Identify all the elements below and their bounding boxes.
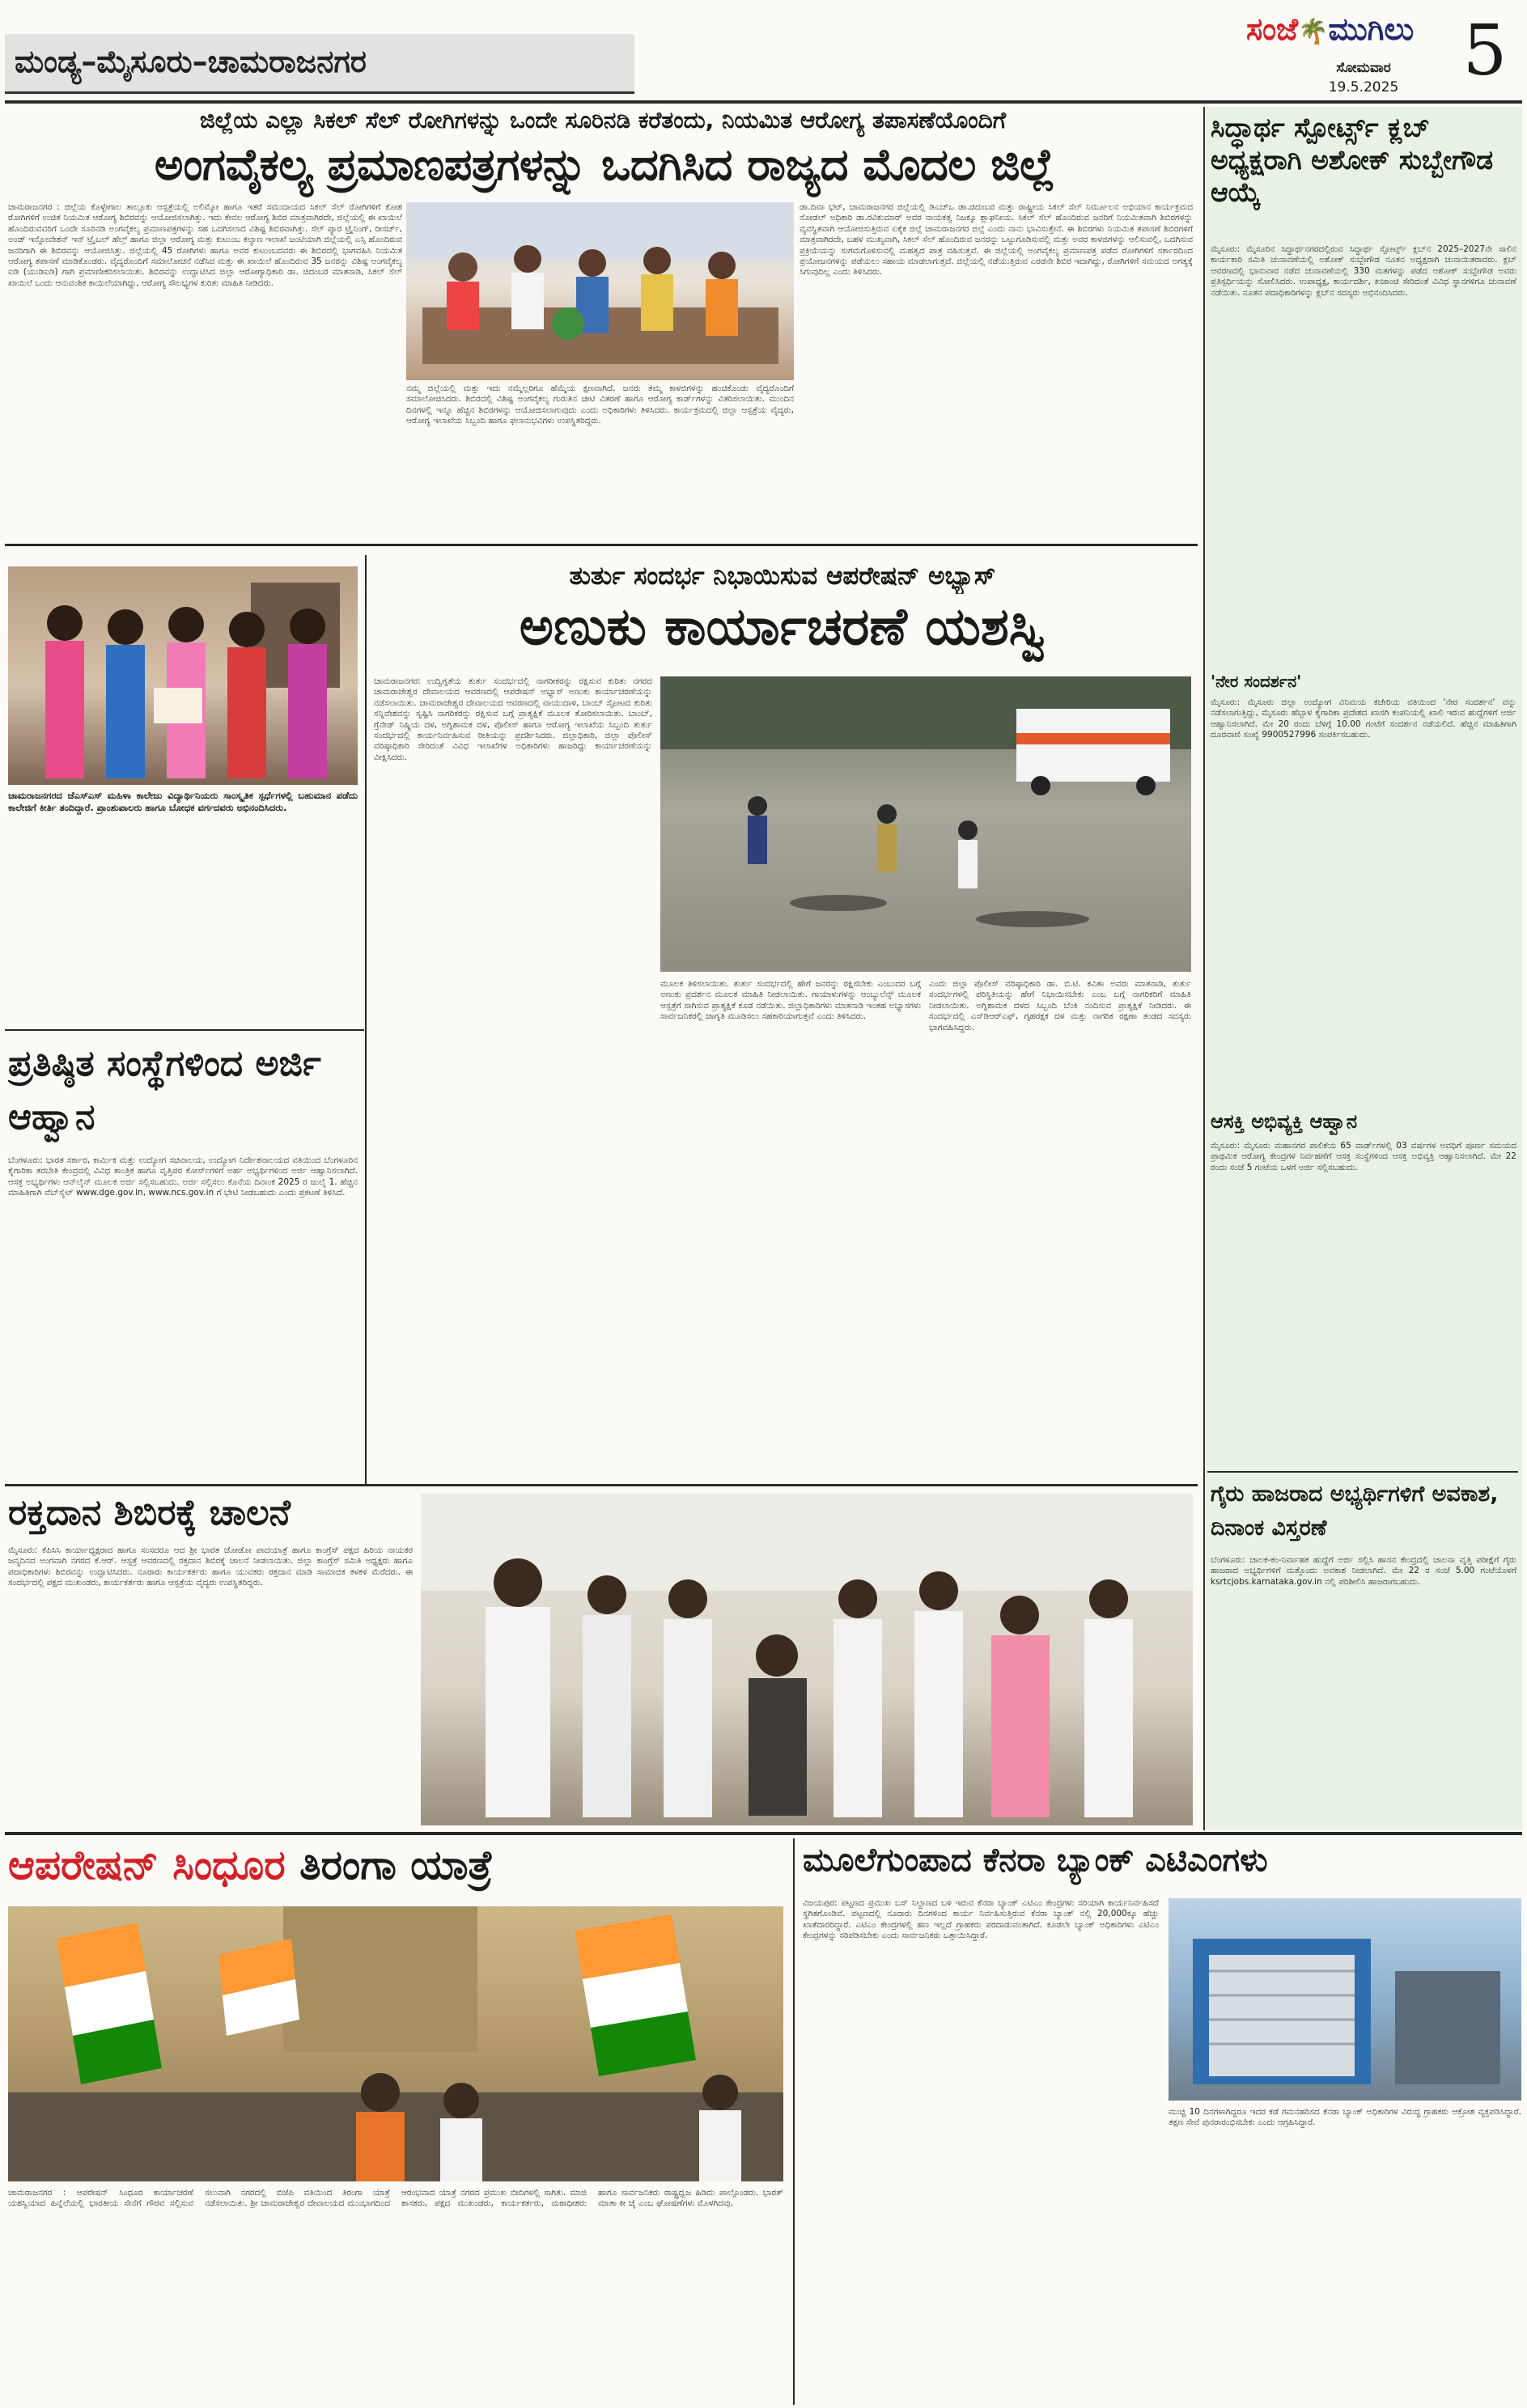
lead-col1: ಚಾಮರಾಜನಗರ : ಜಿಲ್ಲೆಯ ಕೊಳ್ಳೇಗಾಲ ತಾಲ್ಲೂಕು ಆಸ್ಪತ್ರೆಯಲ್ಲಿ ಅಲಿಮ್ಕೋ ಹಾಗೂ ಇತರೆ ಸಮುದಾಯದ ಸಿಕಲ್ ಸೆಲ್ ರೋಗಿಗಳಿಗೆ ಕೋಶ ರೋಗಿಗಳಿಗೆ ಉಚಿತ ನಿಯಮಿತ ಆರೋಗ್ಯ ಶಿಬಿರವನ್ನು ಆಯೋಜಿಸಲಾಗಿತ್ತು. ಇದು ಕೇವಲ ಆರೋಗ್ಯ ಶಿಬಿರ ಮಾತ್ರವಾಗಿರದೇ, ಜಿಲ್ಲೆಯಲ್ಲಿ ಈ ಖಾಯಿಲೆ ಹೊಂದಿರುವವರಿಗೆ ಒಂದೇ ಸೂರಿನಡಿ ಅಂಗವೈಕಲ್ಯ ಪ್ರಮಾಣಪತ್ರಗಳನ್ನು ಸಹ ಒದಗಿಸಲಾದ ವಿಶಿಷ್ಟ ಶಿಬಿರವಾಗಿತ್ತು. ಸೆಲ್ ಪ್ಯಾರ ಟ್ರೈನಿಂಗ್, ರೀಸರ್ಚ್, ಅಂಡ್ ಇನ್ನೋವೇಶನ್ ಇನ್ ಟ್ರೈಬಲ್ ಹೆಲ್ತ್ ಹಾಗೂ ಜಿಲ್ಲಾ ಆರೋಗ್ಯ ಮತ್ತು ಕುಟುಂಬ ಕಲ್ಯಾಣ ಇಲಾಖೆ ಜಂಟಿಯಾಗಿ ಜಿಲ್ಲೆಯಲ್ಲಿ ಎಸ್ಸಿ ಹೊಂದಿರುವ ಜನರಿಗಾಗಿ ಈ ಶಿಬಿರವನ್ನು ಆಯೋಜಿಸಿತ್ತು. ಜಿಲ್ಲೆಯಲ್ಲಿ 45 ರೋಗಿಗಳು ಹಾಗೂ ಅವರ ಕುಟುಂಬದವರು ಈ ಶಿಬಿರದಲ್ಲಿ ಭಾಗವಹಿಸಿ ನಿಯಮಿತ ಆರೋಗ್ಯ ತಪಾಸಣೆ ಮಾಡಿಕೊಂಡರು. ವೈದ್ಯರೊಂದಿಗೆ ಸಮಾಲೋಚನೆ ನಡೆಸಿದ ಮತ್ತು ಈ ಖಾಯಿಲೆ ಹೊಂದಿರುವ 35 ಜನರನ್ನು ವಿಶಿಷ್ಟ ಅಂಗವೈಕಲ್ಯ ಐಡಿ (ಯುಡಿಐಡಿ) ಗಾಗಿ ಪ್ರಮಾಣೀಕರಿಸಲಾಯಿತು. ಶಿಬಿರವನ್ನು ಉದ್ಘಾಟಿಸಿದ ಜಿಲ್ಲಾ ಆರೋಗ್ಯಾಧಿಕಾರಿ ಡಾ. ಚಿದಂಬರ ಮಾತನಾಡಿ, ಸಿಕಲ್ ಸೆಲ್ ಖಾಯಿಲೆ ಒಂದು ಆನುವಂಶಿಕ ಕಾಯಿಲೆಯಾಗಿದ್ದು, ಆರೋಗ್ಯ ಸೌಲಭ್ಯಗಳ ಕುರಿತು ಮಾಹಿತಿ ನೀಡಿದರು. [8, 202, 402, 288]
issue-date: 19.5.2025 [1328, 79, 1399, 95]
atm-photo [1169, 1898, 1521, 2101]
canara-side: ಮುಚ್ಚಿ 10 ದಿನಗಳಾಗಿದ್ದರೂ ಇದರ ಕಡೆ ಗಮನಹರಿಸದ ಕೆನರಾ ಬ್ಯಾಂಕ್ ಅಧಿಕಾರಿಗಳ ವಿರುದ್ಧ ಗ್ರಾಹಕರು ಆಕ್ರೋಶ ವ್ಯಕ್ತಪಡಿಸಿದ್ದಾರೆ. ತಕ್ಷಣ ಸೇವೆ ಪುನರಾರಂಭಿಸಬೇಕು ಎಂದು ಆಗ್ರಹಿಸಿದ್ದಾರೆ. [1169, 2107, 1521, 2128]
sidebar-story3-body: ಮೈಸೂರು: ಮೈಸೂರು ಮಹಾನಗರ ಪಾಲಿಕೆಯ 65 ವಾರ್ಡ್‌ಗಳಲ್ಲಿ 03 ವರ್ಷಗಳ ಅವಧಿಗೆ ಪೂರ್ಣ ಸಮಯದ ಪ್ರಾಥಮಿಕ ಆರೋಗ್ಯ ಕೇಂದ್ರಗಳ ನಿರ್ವಹಣೆಗೆ ಆಸಕ್ತ ಸಂಸ್ಥೆಗಳಿಂದ ಆಸಕ್ತಿ ಅಭಿವ್ಯಕ್ತಿ ಆಹ್ವಾನಿಸಲಾಗಿದೆ. ಮೇ 22 ರಂದು ಸಂಜೆ 5 ಗಂಟೆಯ ಒಳಗೆ ಅರ್ಜಿ ಸಲ್ಲಿಸಬಹುದು. [1211, 1141, 1516, 1172]
tiranga-body: ಚಾಮರಾಜನಗರ : ಆಪರೇಷನ್ ಸಿಂಧೂರ ಕಾರ್ಯಾಚರಣೆ ಯಶಸ್ವಿಯಾದ ಹಿನ್ನೆಲೆಯಲ್ಲಿ ಭಾರತೀಯ ಸೇನೆಗೆ ಗೌರವ ಸಲ್ಲಿಸುವ ಸಲುವಾಗಿ ನಗರದಲ್ಲಿ ಬಿಜೆಪಿ ವತಿಯಿಂದ ತಿರಂಗಾ ಯಾತ್ರೆ ನಡೆಸಲಾಯಿತು. ಶ್ರೀ ಚಾಮರಾಜೇಶ್ವರ ದೇವಾಲಯದ ಮುಂಭಾಗದಿಂದ ಆರಂಭವಾದ ಯಾತ್ರೆ ನಗರದ ಪ್ರಮುಖ ಬೀದಿಗಳಲ್ಲಿ ಸಾಗಿತು. ಮಾಜಿ ಶಾಸಕರು, ಪಕ್ಷದ ಮುಖಂಡರು, ಕಾರ್ಯಕರ್ತರು, ಮಠಾಧೀಶರು ಹಾಗೂ ಸಾರ್ವಜನಿಕರು ರಾಷ್ಟ್ರಧ್ವಜ ಹಿಡಿದು ಪಾಲ್ಗೊಂಡರು. ಭಾರತ್ ಮಾತಾ ಕೀ ಜೈ ಎಂಬ ಘೋಷಣೆಗಳು ಮೊಳಗಿದವು. [8, 2188, 783, 2209]
tiranga-headline-black: ತಿರಂಗಾ ಯಾತ್ರೆ [299, 1842, 494, 1889]
brand-name-navy: ಮುಗಿಲು [1328, 11, 1415, 47]
mock-drill-photo [660, 676, 1191, 972]
sidebar-story2-body: ಮೈಸೂರು: ಮೈಸೂರು ಜಿಲ್ಲಾ ಉದ್ಯೋಗ ವಿನಿಮಯ ಕಚೇರಿಯ ವತಿಯಿಂದ 'ನೇರ ಸಂದರ್ಶನ' ವನ್ನು ನಡೆಸಲಾಗುತ್ತಿದ್ದು, ಮೈಸೂರು ಹೆಬ್ಬಾಳ ಕೈಗಾರಿಕಾ ಪ್ರದೇಶದ ಖಾಸಗಿ ಕಂಪನಿಯಲ್ಲಿ ಖಾಲಿ ಇರುವ ಹುದ್ದೆಗಳಿಗೆ ಅರ್ಜಿ ಆಹ್ವಾನಿಸಲಾಗಿದೆ. ಮೇ 20 ರಂದು ಬೆಳಿಗ್ಗೆ 10.00 ಗಂಟೆಗೆ ಸಂದರ್ಶನ ನಡೆಯಲಿದೆ. ಹೆಚ್ಚಿನ ಮಾಹಿತಿಗಾಗಿ ದೂರವಾಣಿ ಸಂಖ್ಯೆ 9900527996 ಸಂಪರ್ಕಿಸಬಹುದು. [1211, 697, 1516, 740]
drill-col3: ಎಂದು ಜಿಲ್ಲಾ ಪೊಲೀಸ್ ವರಿಷ್ಠಾಧಿಕಾರಿ ಡಾ. ಬಿ.ಟಿ. ಕವಿತಾ ಅವರು ಮಾತನಾಡಿ, ತುರ್ತು ಸಂದರ್ಭಗಳಲ್ಲಿ ಪರಿಸ್ಥಿತಿಯನ್ನು ಹೇಗೆ ನಿಭಾಯಿಸಬೇಕು ಎಂಬ ಬಗ್ಗೆ ನಾಗರಿಕರಿಗೆ ಮಾಹಿತಿ ನೀಡಲಾಯಿತು. ಅಗ್ನಿಶಾಮಕ ದಳದ ಸಿಬ್ಬಂದಿ ಬೆಂಕಿ ನಂದಿಸುವ ಪ್ರಾತ್ಯಕ್ಷಿಕೆ ನೀಡಿದರು. ಈ ಸಂದರ್ಭದಲ್ಲಿ ಎಸ್‌ಡಿಆರ್‌ಎಫ್, ಗೃಹರಕ್ಷಕ ದಳ ಮತ್ತು ನಾಗರಿಕ ರಕ್ಷಣಾ ತಂಡದ ಸದಸ್ಯರು ಭಾಗವಹಿಸಿದ್ದರು. [929, 979, 1191, 1032]
blood-body: ಮೈಸೂರು: ಕೆಪಿಸಿಸಿ ಕಾರ್ಯಾಧ್ಯಕ್ಷರಾದ ಹಾಗೂ ಸಂಸದರೂ ಆದ ಶ್ರೀ ಭಾರತ ಜೋಡೋ ಪಾದಯಾತ್ರೆ ಹಾಗೂ ಕಾಂಗ್ರೆಸ್ ಪಕ್ಷದ ಹಿರಿಯ ನಾಯಕರ ಜನ್ಮದಿನದ ಅಂಗವಾಗಿ ನಗರದ ಕೆ.ಆರ್. ಆಸ್ಪತ್ರೆ ಆವರಣದಲ್ಲಿ ರಕ್ತದಾನ ಶಿಬಿರಕ್ಕೆ ಚಾಲನೆ ನೀಡಲಾಯಿತು. ಜಿಲ್ಲಾ ಕಾಂಗ್ರೆಸ್ ಸಮಿತಿ ಅಧ್ಯಕ್ಷರು ಹಾಗೂ ಪದಾಧಿಕಾರಿಗಳು ಶಿಬಿರವನ್ನು ಉದ್ಘಾಟಿಸಿದರು. ನೂರಾರು ಕಾರ್ಯಕರ್ತರು ಹಾಗೂ ಯುವಕರು ರಕ್ತದಾನ ಮಾಡಿ ಸಾಮಾಜಿಕ ಕಳಕಳಿ ಮೆರೆದರು. ಈ ಸಂದರ್ಭದಲ್ಲಿ ಪಕ್ಷದ ಮುಖಂಡರು, ಕಾರ್ಯಕರ್ತರು ಹಾಗೂ ಆಸ್ಪತ್ರೆಯ ವೈದ್ಯರು ಉಪಸ್ಥಿತರಿದ್ದರು. [8, 1545, 413, 1588]
health-camp-photo [406, 202, 794, 380]
drill-col2: ಮೂಲಕ ತಿಳಿಸಲಾಯಿತು. ತುರ್ತು ಸಂದರ್ಭದಲ್ಲಿ ಹೇಗೆ ಜನರನ್ನು ರಕ್ಷಿಸಬೇಕು ಎಂಬುದರ ಬಗ್ಗೆ ಅಣುಕು ಪ್ರದರ್ಶನ ಮೂಲಕ ಮಾಹಿತಿ ನೀಡಲಾಯಿತು. ಗಾಯಾಳುಗಳನ್ನು ಆಂಬ್ಯುಲೆನ್ಸ್ ಮೂಲಕ ಆಸ್ಪತ್ರೆಗೆ ಸಾಗಿಸುವ ಪ್ರಾತ್ಯಕ್ಷಿಕೆ ಕೂಡ ನಡೆಯಿತು. ಜಿಲ್ಲಾಧಿಕಾರಿಗಳು ಮಾತನಾಡಿ ಇಂತಹ ಅಭ್ಯಾಸಗಳು ಸಾರ್ವಜನಿಕರಲ್ಲಿ ಜಾಗೃತಿ ಮೂಡಿಸಲು ಸಹಕಾರಿಯಾಗುತ್ತವೆ ಎಂದು ತಿಳಿಸಿದರು. [660, 979, 921, 1022]
lead-bottom-rule [5, 544, 1198, 546]
page-number: 5 [1462, 11, 1508, 91]
drill-col1: ಚಾಮರಾಜನಗರ: ಉದ್ವಿಗ್ನತೆಯ ತುರ್ತು ಸಂದರ್ಭದಲ್ಲಿ ನಾಗರೀಕರನ್ನು ರಕ್ಷಿಸುವ ಕುರಿತು ನಗರದ ಚಾಮರಾಜೇಶ್ವರ ದೇವಾಲಯದ ಆವರಣದಲ್ಲಿ ಆಪರೇಷನ್ ಅಭ್ಯಾಸ್ ಅಣುಕು ಕಾರ್ಯಾಚರಣೆಯನ್ನು ನಡೆಸಲಾಯಿತು. ಚಾಮರಾಜೇಶ್ವರ ದೇವಾಲಯದ ಆವರಣದಲ್ಲಿ ವಾಯುದಾಳಿ, ಬಾಂಬ್ ಸ್ಫೋಟದ ಕುರಿತು ಸನ್ನಿವೇಶವನ್ನು ಸೃಷ್ಟಿಸಿ ನಾಗರಿಕರನ್ನು ರಕ್ಷಿಸುವ ಬಗ್ಗೆ ಪ್ರಾತ್ಯಕ್ಷಿಕೆ ಮೂಲಕ ತೋರಿಸಲಾಯಿತು. ಬಾಂಬ್, ಗ್ರೆನೇಡ್ ನಿಷ್ಕ್ರಿಯ ದಳ, ಅಗ್ನಿಶಾಮಕ ದಳ, ಪೊಲೀಸ್ ಹಾಗೂ ಆರೋಗ್ಯ ಇಲಾಖೆಯ ಸಿಬ್ಬಂದಿ ತುರ್ತು ಸಂದರ್ಭದಲ್ಲಿ ಕಾರ್ಯನಿರ್ವಹಿಸುವ ರೀತಿಯನ್ನು ಪ್ರದರ್ಶಿಸಿದರು. ಜಿಲ್ಲಾಧಿಕಾರಿ, ಜಿಲ್ಲಾ ಪೊಲೀಸ್ ವರಿಷ್ಠಾಧಿಕಾರಿ ಸೇರಿದಂತೆ ವಿವಿಧ ಇಲಾಖೆಗಳ ಅಧಿಕಾರಿಗಳು ಹಾಜರಿದ್ದು ಕಾರ್ಯಾಚರಣೆಯನ್ನು ವೀಕ್ಷಿಸಿದರು. [374, 676, 652, 762]
college-rule [5, 1029, 364, 1031]
header-rule [5, 100, 1522, 104]
canara-headline: ಮೂಲೆಗುಂಪಾದ ಕೆನರಾ ಬ್ಯಾಂಕ್ ಎಟಿಎಂಗಳು [803, 1842, 1268, 1879]
sidebar-story4-body: ಬೆಂಗಳೂರು: ಚಾಲಕ-ಕಂ-ನಿರ್ವಾಹಕ ಹುದ್ದೆಗೆ ಅರ್ಜಿ ಸಲ್ಲಿಸಿ ಹಾಸನ ಕೇಂದ್ರದಲ್ಲಿ ಚಾಲನಾ ವೃತ್ತಿ ಪರೀಕ್ಷೆಗೆ ಗೈರು ಹಾಜರಾದ ಅಭ್ಯರ್ಥಿಗಳಿಗೆ ಮತ್ತೊಂದು ಅವಕಾಶ ನೀಡಲಾಗಿದೆ. ಮೇ 22 ರ ಸಂಜೆ 5.00 ಗಂಟೆಯೊಳಗೆ ksrtcjobs.karnataka.gov.in ನಲ್ಲಿ ಪರಿಶೀಲಿಸಿ ಹಾಜರಾಗಬಹುದು. [1211, 1555, 1516, 1587]
lead-col3: ನಮ್ಮ ಜಿಲ್ಲೆಯಲ್ಲಿ ಮತ್ತು ಇದು ನಮ್ಮೆಲ್ಲರಿಗೂ ಹೆಮ್ಮೆಯ ಕ್ಷಣವಾಗಿದೆ. ಜನರು ತಮ್ಮ ಕಾಳಜಿಗಳನ್ನು ಹಂಚಿಕೊಂಡು ವೈದ್ಯರೊಂದಿಗೆ ಸಮಾಲೋಚಿಸಿದರು. ಶಿಬಿರದಲ್ಲಿ ವಿಶಿಷ್ಟ ಅಂಗವೈಕಲ್ಯ ಗುರುತಿನ ಚೀಟಿ ವಿತರಣೆ ಹಾಗೂ ಆರೋಗ್ಯ ಕಾರ್ಡ್‌ಗಳನ್ನು ವಿತರಿಸಲಾಯಿತು. ಮುಂದಿನ ದಿನಗಳಲ್ಲಿ ಇನ್ನೂ ಹೆಚ್ಚಿನ ಶಿಬಿರಗಳನ್ನು ಆಯೋಜಿಸಲಾಗುವುದು ಎಂದು ಅಧಿಕಾರಿಗಳು ತಿಳಿಸಿದರು. ಕಾರ್ಯಕ್ರಮದಲ್ಲಿ ಜಿಲ್ಲಾ ಆಸ್ಪತ್ರೆಯ ವೈದ್ಯರು, ಆರೋಗ್ಯ ಇಲಾಖೆಯ ಸಿಬ್ಬಂದಿ ಹಾಗೂ ಫಲಾನುಭವಿಗಳು ಉಪಸ್ಥಿತರಿದ್ದರು. [406, 384, 794, 426]
tiranga-headline [8, 1842, 801, 1898]
bottom-rule [5, 1832, 1522, 1835]
bottom-col-divider [793, 1838, 795, 2405]
mid-rule [5, 1484, 1198, 1486]
canara-body: ವಿಜಯಪುರ: ಪಟ್ಟಣದ ಪ್ರಮುಖ ಬಸ್ ನಿಲ್ದಾಣದ ಬಳಿ ಇರುವ ಕೆನರಾ ಬ್ಯಾಂಕ್ ಎಟಿಎಂ ಕೇಂದ್ರಗಳು ಸರಿಯಾಗಿ ಕಾರ್ಯನಿರ್ವಹಿಸದೆ ಸ್ಥಗಿತಗೊಂಡಿವೆ. ಪಟ್ಟಣದಲ್ಲಿ ನೂರಾರು ದಿನಗಳಿಂದ ಕಾರ್ಯ ನಿರ್ವಹಿಸುತ್ತಿರುವ ಕೆನರಾ ಬ್ಯಾಂಕ್ ನಲ್ಲಿ 20,000ಕ್ಕೂ ಹೆಚ್ಚು ಖಾತೆದಾರರಿದ್ದಾರೆ. ಎಟಿಎಂ ಕೇಂದ್ರಗಳಲ್ಲಿ ಹಣ ಇಲ್ಲದೆ ಗ್ರಾಹಕರು ಪರದಾಡುವಂತಾಗಿದೆ. ಕೂಡಲೇ ಬ್ಯಾಂಕ್ ಅಧಿಕಾರಿಗಳು ಎಟಿಎಂ ಕೇಂದ್ರಗಳನ್ನು ಸರಿಪಡಿಸಬೇಕು ಎಂದು ಸಾರ್ವಜನಿಕರು ಒತ್ತಾಯಿಸಿದ್ದಾರೆ. [803, 1898, 1159, 1941]
tiranga-rally-photo [8, 1906, 783, 2181]
palm-icon: 🌴 [1298, 18, 1329, 46]
students-photo [8, 566, 358, 785]
left-col-divider [365, 555, 367, 1486]
brand-logo [1246, 11, 1440, 57]
applications-body: ಬೆಂಗಳೂರು: ಭಾರತ ಸರ್ಕಾರ, ಕಾರ್ಮಿಕ ಮತ್ತು ಉದ್ಯೋಗ ಸಚಿವಾಲಯ, ಉದ್ಯೋಗ ನಿರ್ದೇಶನಾಲಯದ ವತಿಯಿಂದ ಬೆಂಗಳೂರಿನ ಕೈಗಾರಿಕಾ ತರಬೇತಿ ಕೇಂದ್ರದಲ್ಲಿ ವಿವಿಧ ತಾಂತ್ರಿಕ ಹಾಗೂ ವೃತ್ತಿಪರ ಕೋರ್ಸ್‌ಗಳಿಗೆ ಅರ್ಹ ಅಭ್ಯರ್ಥಿಗಳಿಂದ ಅರ್ಜಿ ಆಹ್ವಾನಿಸಲಾಗಿದೆ. ಆಸಕ್ತ ಅಭ್ಯರ್ಥಿಗಳು ಆನ್‌ಲೈನ್ ಮೂಲಕ ಅರ್ಜಿ ಸಲ್ಲಿಸಬಹುದು. ಅರ್ಜಿ ಸಲ್ಲಿಸಲು ಕೊನೆಯ ದಿನಾಂಕ 2025 ರ ಜುಲೈ 1. ಹೆಚ್ಚಿನ ಮಾಹಿತಿಗಾಗಿ ವೆಬ್‌ಸೈಟ್ www.dge.gov.in, www.ncs.gov.in ಗೆ ಭೇಟಿ ನೀಡಬಹುದು ಎಂದು ಪ್ರಕಟಣೆ ತಿಳಿಸಿದೆ. [8, 1155, 358, 1198]
canara-atm-photo [1169, 1898, 1521, 2101]
blood-headline: ರಕ್ತದಾನ ಶಿಬಿರಕ್ಕೆ ಚಾಲನೆ [8, 1492, 291, 1533]
sidebar-story4-headline: ಗೈರು ಹಾಜರಾದ ಅಭ್ಯರ್ಥಿಗಳಿಗೆ ಅವಕಾಶ, ದಿನಾಂಕ ವಿಸ್ತರಣೆ [1211, 1482, 1499, 1541]
drill-headline: ಅಣುಕು ಕಾರ್ಯಾಚರಣೆ ಯಶಸ್ವಿ [519, 597, 1046, 657]
blood-photo [421, 1494, 1193, 1825]
sidebar-story1-body: ಮೈಸೂರು: ಮೈಸೂರಿನ ಸಿದ್ಧಾರ್ಥನಗರದಲ್ಲಿರುವ ಸಿದ್ಧಾರ್ಥ ಸ್ಪೋರ್ಟ್ಸ್ ಕ್ಲಬ್‌ನ 2025–2027ನೇ ಸಾಲಿನ ಕಾರ್ಯಕಾರಿ ಸಮಿತಿ ಚುನಾವಣೆಯಲ್ಲಿ ಅಶೋಕ್ ಸುಬ್ಬೇಗೌಡ ನೂತನ ಅಧ್ಯಕ್ಷರಾಗಿ ಚುನಾಯಿತರಾದರು. ಕ್ಲಬ್ ಆವರಣದಲ್ಲಿ ಭಾನುವಾರ ನಡೆದ ಚುನಾವಣೆಯಲ್ಲಿ 330 ಮತಗಳನ್ನು ಪಡೆದ ಅಶೋಕ್ ಸುಬ್ಬೇಗೌಡ ಅವರು ಪ್ರತಿಸ್ಪರ್ಧಿಯನ್ನು ಸೋಲಿಸಿದರು. ಉಪಾಧ್ಯಕ್ಷ, ಕಾರ್ಯದರ್ಶಿ, ಖಜಾಂಚಿ ಸೇರಿದಂತೆ ವಿವಿಧ ಸ್ಥಾನಗಳಿಗೂ ಚುನಾವಣೆ ನಡೆಯಿತು. ನೂತನ ಪದಾಧಿಕಾರಿಗಳನ್ನು ಕ್ಲಬ್‌ನ ಸದಸ್ಯರು ಅಭಿನಂದಿಸಿದರು. [1211, 244, 1516, 298]
tiranga-photo [8, 1906, 783, 2181]
section-label: ಮಂಡ್ಯ–ಮೈಸೂರು–ಚಾಮರಾಜನಗರ [15, 44, 367, 79]
lead-photo [406, 202, 794, 380]
drill-photo [660, 676, 1191, 972]
sidebar-divider [1207, 1471, 1518, 1473]
sidebar-story1-headline: ಸಿದ್ಧಾರ್ಥ ಸ್ಪೋರ್ಟ್ಸ್ ಕ್ಲಬ್ ಅಧ್ಯಕ್ಷರಾಗಿ ಅಶೋಕ್ ಸುಬ್ಬೇಗೌಡ ಆಯ್ಕೆ [1211, 112, 1494, 208]
sidebar-story2-headline: 'ನೇರ ಸಂದರ್ಶನ' [1211, 672, 1302, 691]
lead-col2: ಡಾ.ದಿವಾ ಭಟ್, ಚಾಮರಾಜನಗರ ಜಿಲ್ಲೆಯಲ್ಲಿ ಡಿಎಚ್‌ಒ ಡಾ.ಚಿದಂಬರ ಮತ್ತು ರಾಷ್ಟ್ರೀಯ ಸಿಕಲ್ ಸೆಲ್ ನಿರ್ಮೂಲನ ಅಭಿಯಾನ ಕಾರ್ಯಕ್ರಮದ ನೋಡಲ್ ಅಧಿಕಾರಿ ಡಾ.ರವಿಕುಮಾರ್ ಅವರ ನಾಯಕತ್ವ ನಿಜಕ್ಕೂ ಶ್ಲಾಘನೀಯ. ಸಿಕಲ್ ಸೆಲ್ ಹೊಂದಿರುವ ಜನರಿಗೆ ನಿಯಮಿತವಾಗಿ ಶಿಬಿರಗಳನ್ನು ವ್ಯವಸ್ಥಿತವಾಗಿ ಆಯೋಜಿಸುತ್ತಿರುವ ಏಕೈಕ ಜಿಲ್ಲೆ ಚಾಮರಾಜನಗರ ಜಿಲ್ಲೆ ಎಂದು ನಾನು ಭಾವಿಸುತ್ತೇನೆ. ಈ ಶಿಬಿರಗಳು ನಿಯಮಿತ ತಪಾಸಣೆ ಶಿಬಿರಗಳಿಗೆ ಮಾತ್ರವಾಗಿರದೇ, ಬಹಳ ಮುಖ್ಯವಾಗಿ, ಸಿಕಲ್ ಸೆಲ್ ಹೊಂದಿರುವ ಜನರನ್ನು ಒಟ್ಟುಗೂಡಿಸುವಲ್ಲಿ ಮತ್ತು ಅವರ ಕಾಳಜಿಗಳನ್ನು ಆಲಿಸುವಲ್ಲಿ, ಒದಗಿಸುವ ಪ್ರಕ್ರಿಯೆಯನ್ನು ಸುಗಮಗೊಳಿಸುವಲ್ಲಿ ಮಹತ್ವದ ಪಾತ್ರ ವಹಿಸುತ್ತವೆ. ಈ ಜಿಲ್ಲೆಯಲ್ಲಿ ಅಂಗವೈಕಲ್ಯ ಪ್ರಮಾಣಪತ್ರ ಪಡೆದ ರೋಗಿಗಳಿಗೆ ಸರ್ಕಾರದಿಂದ ಪ್ರಯೋಜನಗಳನ್ನು ಪಡೆಯಲು ಸಹಾಯ ಮಾಡಲಾಗುತ್ತದೆ. ಜಿಲ್ಲೆಯಲ್ಲಿ ನಡೆಯುತ್ತಿರುವ ಎರಡನೇ ಶಿಬಿರ ಇದಾಗಿದ್ದು, ರೋಗಿಗಳಿಗೆ ಸಮಯದ ಅಗತ್ಯಕ್ಕೆ ಸಿಗುವುದಿಲ್ಲ ಎಂದು ತಿಳಿಸಿದರು. [800, 202, 1193, 278]
college-photo [8, 566, 358, 785]
college-caption: ಚಾಮರಾಜನಗರದ ಜೆಎಸ್‌ಎಸ್ ಮಹಿಳಾ ಕಾಲೇಜು ವಿದ್ಯಾರ್ಥಿನಿಯರು ಸಾಂಸ್ಕೃತಿಕ ಸ್ಪರ್ಧೆಗಳಲ್ಲಿ ಬಹುಮಾನ ಪಡೆದು ಕಾಲೇಜಿಗೆ ಕೀರ್ತಿ ತಂದಿದ್ದಾರೆ. ಪ್ರಾಂಶುಪಾಲರು ಹಾಗೂ ಬೋಧಕ ವರ್ಗದವರು ಅಭಿನಂದಿಸಿದರು. [8, 790, 358, 813]
sidebar-story3-headline: ಆಸಕ್ತಿ ಅಭಿವ್ಯಕ್ತಿ ಆಹ್ವಾನ [1211, 1110, 1358, 1133]
lead-kicker: ಜಿಲ್ಲೆಯ ಎಲ್ಲಾ ಸಿಕಲ್ ಸೆಲ್ ರೋಗಿಗಳನ್ನು ಒಂದೇ ಸೂರಿನಡಿ ಕರೆತಂದು, ನಿಯಮಿತ ಆರೋಗ್ಯ ತಪಾಸಣೆಯೊಂದಿಗೆ [199, 107, 1007, 134]
applications-headline: ಪ್ರತಿಷ್ಠಿತ ಸಂಸ್ಥೆಗಳಿಂದ ಅರ್ಜಿ ಆಹ್ವಾನ [8, 1043, 321, 1138]
blood-camp-photo [421, 1494, 1193, 1825]
issue-day: ಸೋಮವಾರ [1336, 60, 1391, 76]
lead-headline: ಅಂಗವೈಕಲ್ಯ ಪ್ರಮಾಣಪತ್ರಗಳನ್ನು ಒದಗಿಸಿದ ರಾಜ್ಯದ ಮೊದಲ ಜಿಲ್ಲೆ [154, 139, 1055, 190]
brand-name-red: ಸಂಜೆ [1246, 11, 1299, 47]
tiranga-headline-red: ಆಪರೇಷನ್ ಸಿಂಧೂರ [8, 1842, 286, 1889]
drill-kicker: ತುರ್ತು ಸಂದರ್ಭ ನಿಭಾಯಿಸುವ ಆಪರೇಷನ್ ಅಭ್ಯಾಸ್ [569, 562, 996, 591]
